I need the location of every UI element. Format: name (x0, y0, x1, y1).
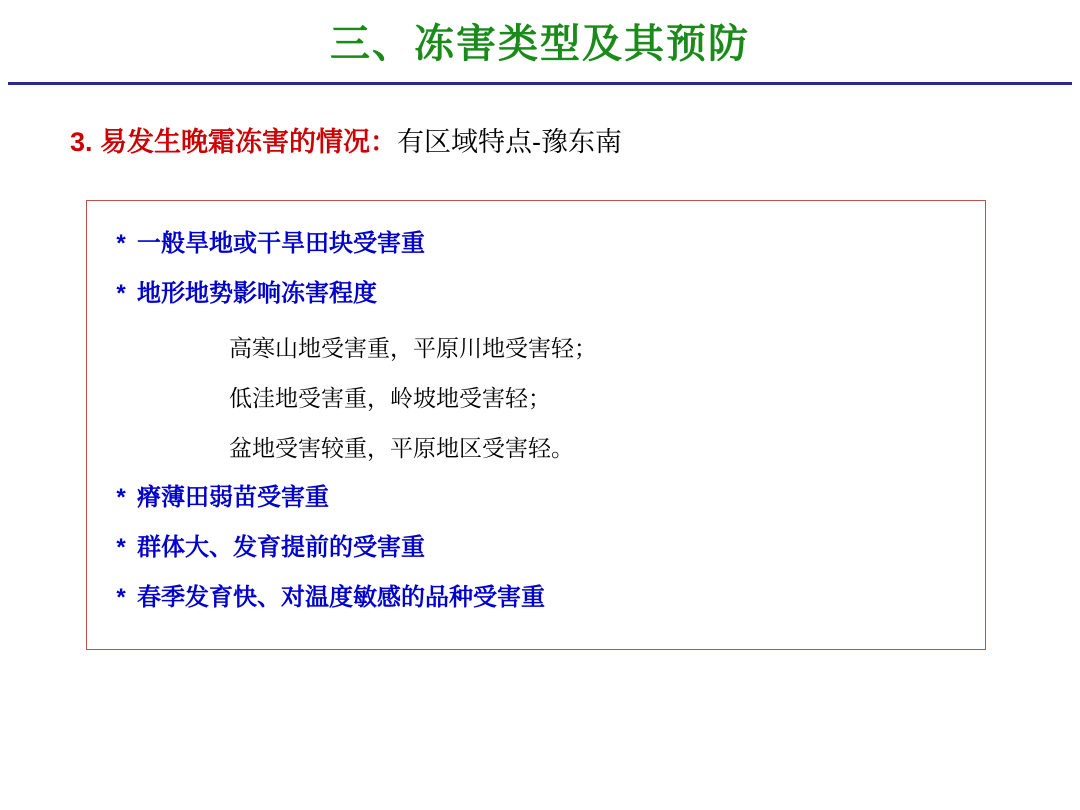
page-title: 三、冻害类型及其预防 (330, 22, 750, 66)
title-divider (8, 82, 1072, 85)
subheading-black-text: 有区域特点-豫东南 (397, 127, 623, 157)
sub-list-item: 低洼地受害重，岭坡地受害轻； (229, 385, 551, 411)
list-item (105, 273, 985, 323)
subheading-red-text: 易发生晚霜冻害的情况： (100, 127, 398, 157)
section-subheading (70, 125, 1080, 160)
sub-list-item: 盆地受害较重，平原地区受害轻。 (229, 435, 574, 461)
list-item-label: 群体大、发育提前的受害重 (137, 534, 425, 561)
bullet-icon: * (116, 584, 126, 611)
list-item-label: 瘠薄田弱苗受害重 (137, 484, 329, 511)
content-box (86, 200, 986, 650)
list-item (105, 477, 985, 527)
bullet-icon: * (116, 534, 126, 561)
list-item-label: 地形地势影响冻害程度 (137, 280, 377, 307)
list-item (105, 223, 985, 273)
list-item-label: 一般旱地或干旱田块受害重 (137, 230, 425, 257)
bullet-icon: * (116, 280, 126, 307)
list-item (105, 577, 985, 627)
sub-list-item: 高寒山地受害重，平原川地受害轻； (229, 335, 597, 361)
list-item (105, 527, 985, 577)
subheading-number: 3. (70, 127, 93, 157)
list-item-label: 春季发育快、对温度敏感的品种受害重 (137, 584, 545, 611)
bullet-icon: * (116, 484, 126, 511)
bullet-icon: * (116, 230, 126, 257)
